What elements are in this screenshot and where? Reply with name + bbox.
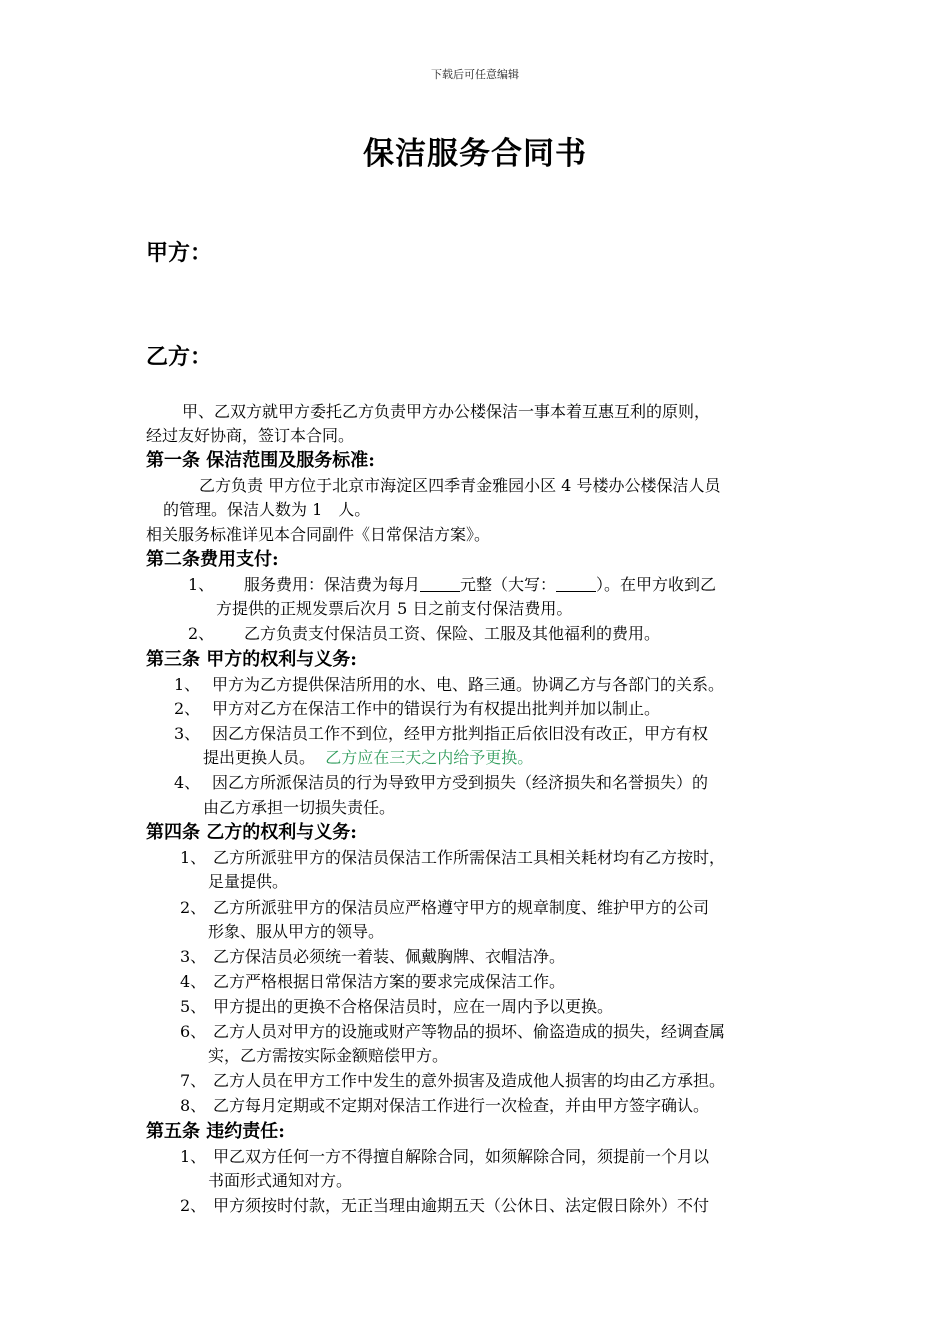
s3-item-3 bbox=[174, 722, 708, 746]
s4-item-6-line-2: 实，乙方需按实际金额赔偿甲方。 bbox=[208, 1046, 449, 1065]
s1-line-1: 乙方负责 甲方位于北京市海淀区四季青金雅园小区 4 号楼办公楼保洁人员 bbox=[199, 476, 721, 495]
s5-item-2-num: 2、 bbox=[180, 1196, 207, 1215]
s3-item-3-text: 因乙方保洁员工作不到位，经甲方批判指正后依旧没有改正，甲方有权 bbox=[212, 724, 709, 743]
s4-item-4 bbox=[180, 970, 565, 994]
s3-item-3-num: 3、 bbox=[174, 724, 201, 743]
s3-item-3-highlight: 乙方应在三天之内给予更换。 bbox=[325, 748, 534, 767]
section-3-title: 第三条 甲方的权利与义务: bbox=[146, 649, 357, 670]
s3-item-3-text-2: 提出更换人员。 bbox=[203, 748, 316, 767]
s4-item-5-text: 甲方提出的更换不合格保洁员时，应在一周内予以更换。 bbox=[213, 997, 614, 1016]
s4-item-1-line-2: 足量提供。 bbox=[208, 872, 289, 891]
section-4-title: 第四条 乙方的权利与义务: bbox=[146, 822, 357, 843]
s4-item-3 bbox=[180, 945, 565, 969]
s4-item-6-num: 6、 bbox=[180, 1022, 207, 1041]
s3-item-4-num: 4、 bbox=[174, 773, 201, 792]
s5-item-1-text: 甲乙双方任何一方不得擅自解除合同，如须解除合同，须提前一个月以 bbox=[213, 1147, 710, 1166]
s3-item-4 bbox=[174, 771, 708, 795]
intro-line-2: 经过友好协商，签订本合同。 bbox=[146, 426, 355, 445]
s4-item-8 bbox=[180, 1094, 709, 1118]
s5-item-1-num: 1、 bbox=[180, 1147, 207, 1166]
s3-item-2 bbox=[174, 697, 660, 721]
s4-item-4-text: 乙方严格根据日常保洁方案的要求完成保洁工作。 bbox=[213, 972, 566, 991]
s4-item-5-num: 5、 bbox=[180, 997, 207, 1016]
s4-item-8-text: 乙方每月定期或不定期对保洁工作进行一次检查，并由甲方签字确认。 bbox=[213, 1096, 710, 1115]
s4-item-2 bbox=[180, 896, 709, 920]
s4-item-7-text: 乙方人员在甲方工作中发生的意外损害及造成他人损害的均由乙方承担。 bbox=[213, 1071, 726, 1090]
s3-item-1-num: 1、 bbox=[174, 675, 201, 694]
s4-item-3-num: 3、 bbox=[180, 947, 207, 966]
s5-item-1-line-2: 书面形式通知对方。 bbox=[208, 1171, 353, 1190]
s4-item-7-num: 7、 bbox=[180, 1071, 207, 1090]
s5-item-2 bbox=[180, 1194, 709, 1218]
fee-uppercase-blank[interactable] bbox=[556, 573, 596, 592]
s3-item-2-text: 甲方对乙方在保洁工作中的错误行为有权提出批判并加以制止。 bbox=[212, 699, 661, 718]
s2-item-1-line-2: 方提供的正规发票后次月 5 日之前支付保洁费用。 bbox=[216, 599, 573, 618]
s4-item-4-num: 4、 bbox=[180, 972, 207, 991]
party-a-label: 甲方： bbox=[146, 240, 213, 266]
section-5-title: 第五条 违约责任: bbox=[146, 1121, 285, 1142]
party-b-label: 乙方： bbox=[146, 344, 213, 370]
fee-blank[interactable] bbox=[420, 573, 460, 592]
s5-item-2-text: 甲方须按时付款，无正当理由逾期五天（公休日、法定假日除外）不付 bbox=[213, 1196, 710, 1215]
section-1-title: 第一条 保洁范围及服务标准: bbox=[146, 450, 375, 471]
s4-item-7 bbox=[180, 1069, 725, 1093]
s4-item-2-line-2: 形象、服从甲方的领导。 bbox=[208, 922, 385, 941]
page-title: 保洁服务合同书 bbox=[363, 136, 587, 172]
s1-line-2: 的管理。保洁人数为 1 人。 bbox=[163, 500, 371, 519]
s2-item-2-num: 2、 bbox=[188, 624, 215, 643]
s4-item-5 bbox=[180, 995, 613, 1019]
s3-item-1 bbox=[174, 673, 724, 697]
s3-item-2-num: 2、 bbox=[174, 699, 201, 718]
s4-item-6 bbox=[180, 1020, 725, 1044]
s2-item-2 bbox=[188, 622, 660, 646]
section-2-title: 第二条费用支付: bbox=[146, 549, 279, 570]
s4-item-8-num: 8、 bbox=[180, 1096, 207, 1115]
s3-item-1-text: 甲方为乙方提供保洁所用的水、电、路三通。协调乙方与各部门的关系。 bbox=[212, 675, 725, 694]
s2-item-1-num: 1、 bbox=[188, 575, 215, 594]
s3-item-4-text: 因乙方所派保洁员的行为导致甲方受到损失（经济损失和名誉损失）的 bbox=[212, 773, 709, 792]
s2-item-1-text-b: 元整（大写： bbox=[460, 575, 557, 594]
s2-item-1-text-c: ）。在甲方收到乙 bbox=[596, 575, 717, 594]
s4-item-1-text: 乙方所派驻甲方的保洁员保洁工作所需保洁工具相关耗材均有乙方按时， bbox=[213, 848, 726, 867]
s4-item-3-text: 乙方保洁员必须统一着装、佩戴胸牌、衣帽洁净。 bbox=[213, 947, 566, 966]
intro-line-1: 甲、乙双方就甲方委托乙方负责甲方办公楼保洁一事本着互惠互利的原则， bbox=[182, 402, 711, 421]
s3-item-4-line-2: 由乙方承担一切损失责任。 bbox=[203, 798, 396, 817]
s1-line-3: 相关服务标准详见本合同副件《日常保洁方案》。 bbox=[146, 525, 491, 544]
s2-item-2-text: 乙方负责支付保洁员工资、保险、工服及其他福利的费用。 bbox=[244, 624, 661, 643]
s4-item-2-text: 乙方所派驻甲方的保洁员应严格遵守甲方的规章制度、维护甲方的公司 bbox=[213, 898, 710, 917]
s2-item-1 bbox=[188, 573, 716, 597]
s4-item-1 bbox=[180, 846, 725, 870]
header-note: 下载后可任意编辑 bbox=[431, 68, 519, 81]
s5-item-1 bbox=[180, 1145, 709, 1169]
s2-item-1-text-a: 服务费用：保洁费为每月 bbox=[244, 575, 421, 594]
s4-item-1-num: 1、 bbox=[180, 848, 207, 867]
s4-item-2-num: 2、 bbox=[180, 898, 207, 917]
s4-item-6-text: 乙方人员对甲方的设施或财产等物品的损坏、偷盗造成的损失，经调查属 bbox=[213, 1022, 726, 1041]
s3-item-3-line-2 bbox=[203, 746, 533, 770]
